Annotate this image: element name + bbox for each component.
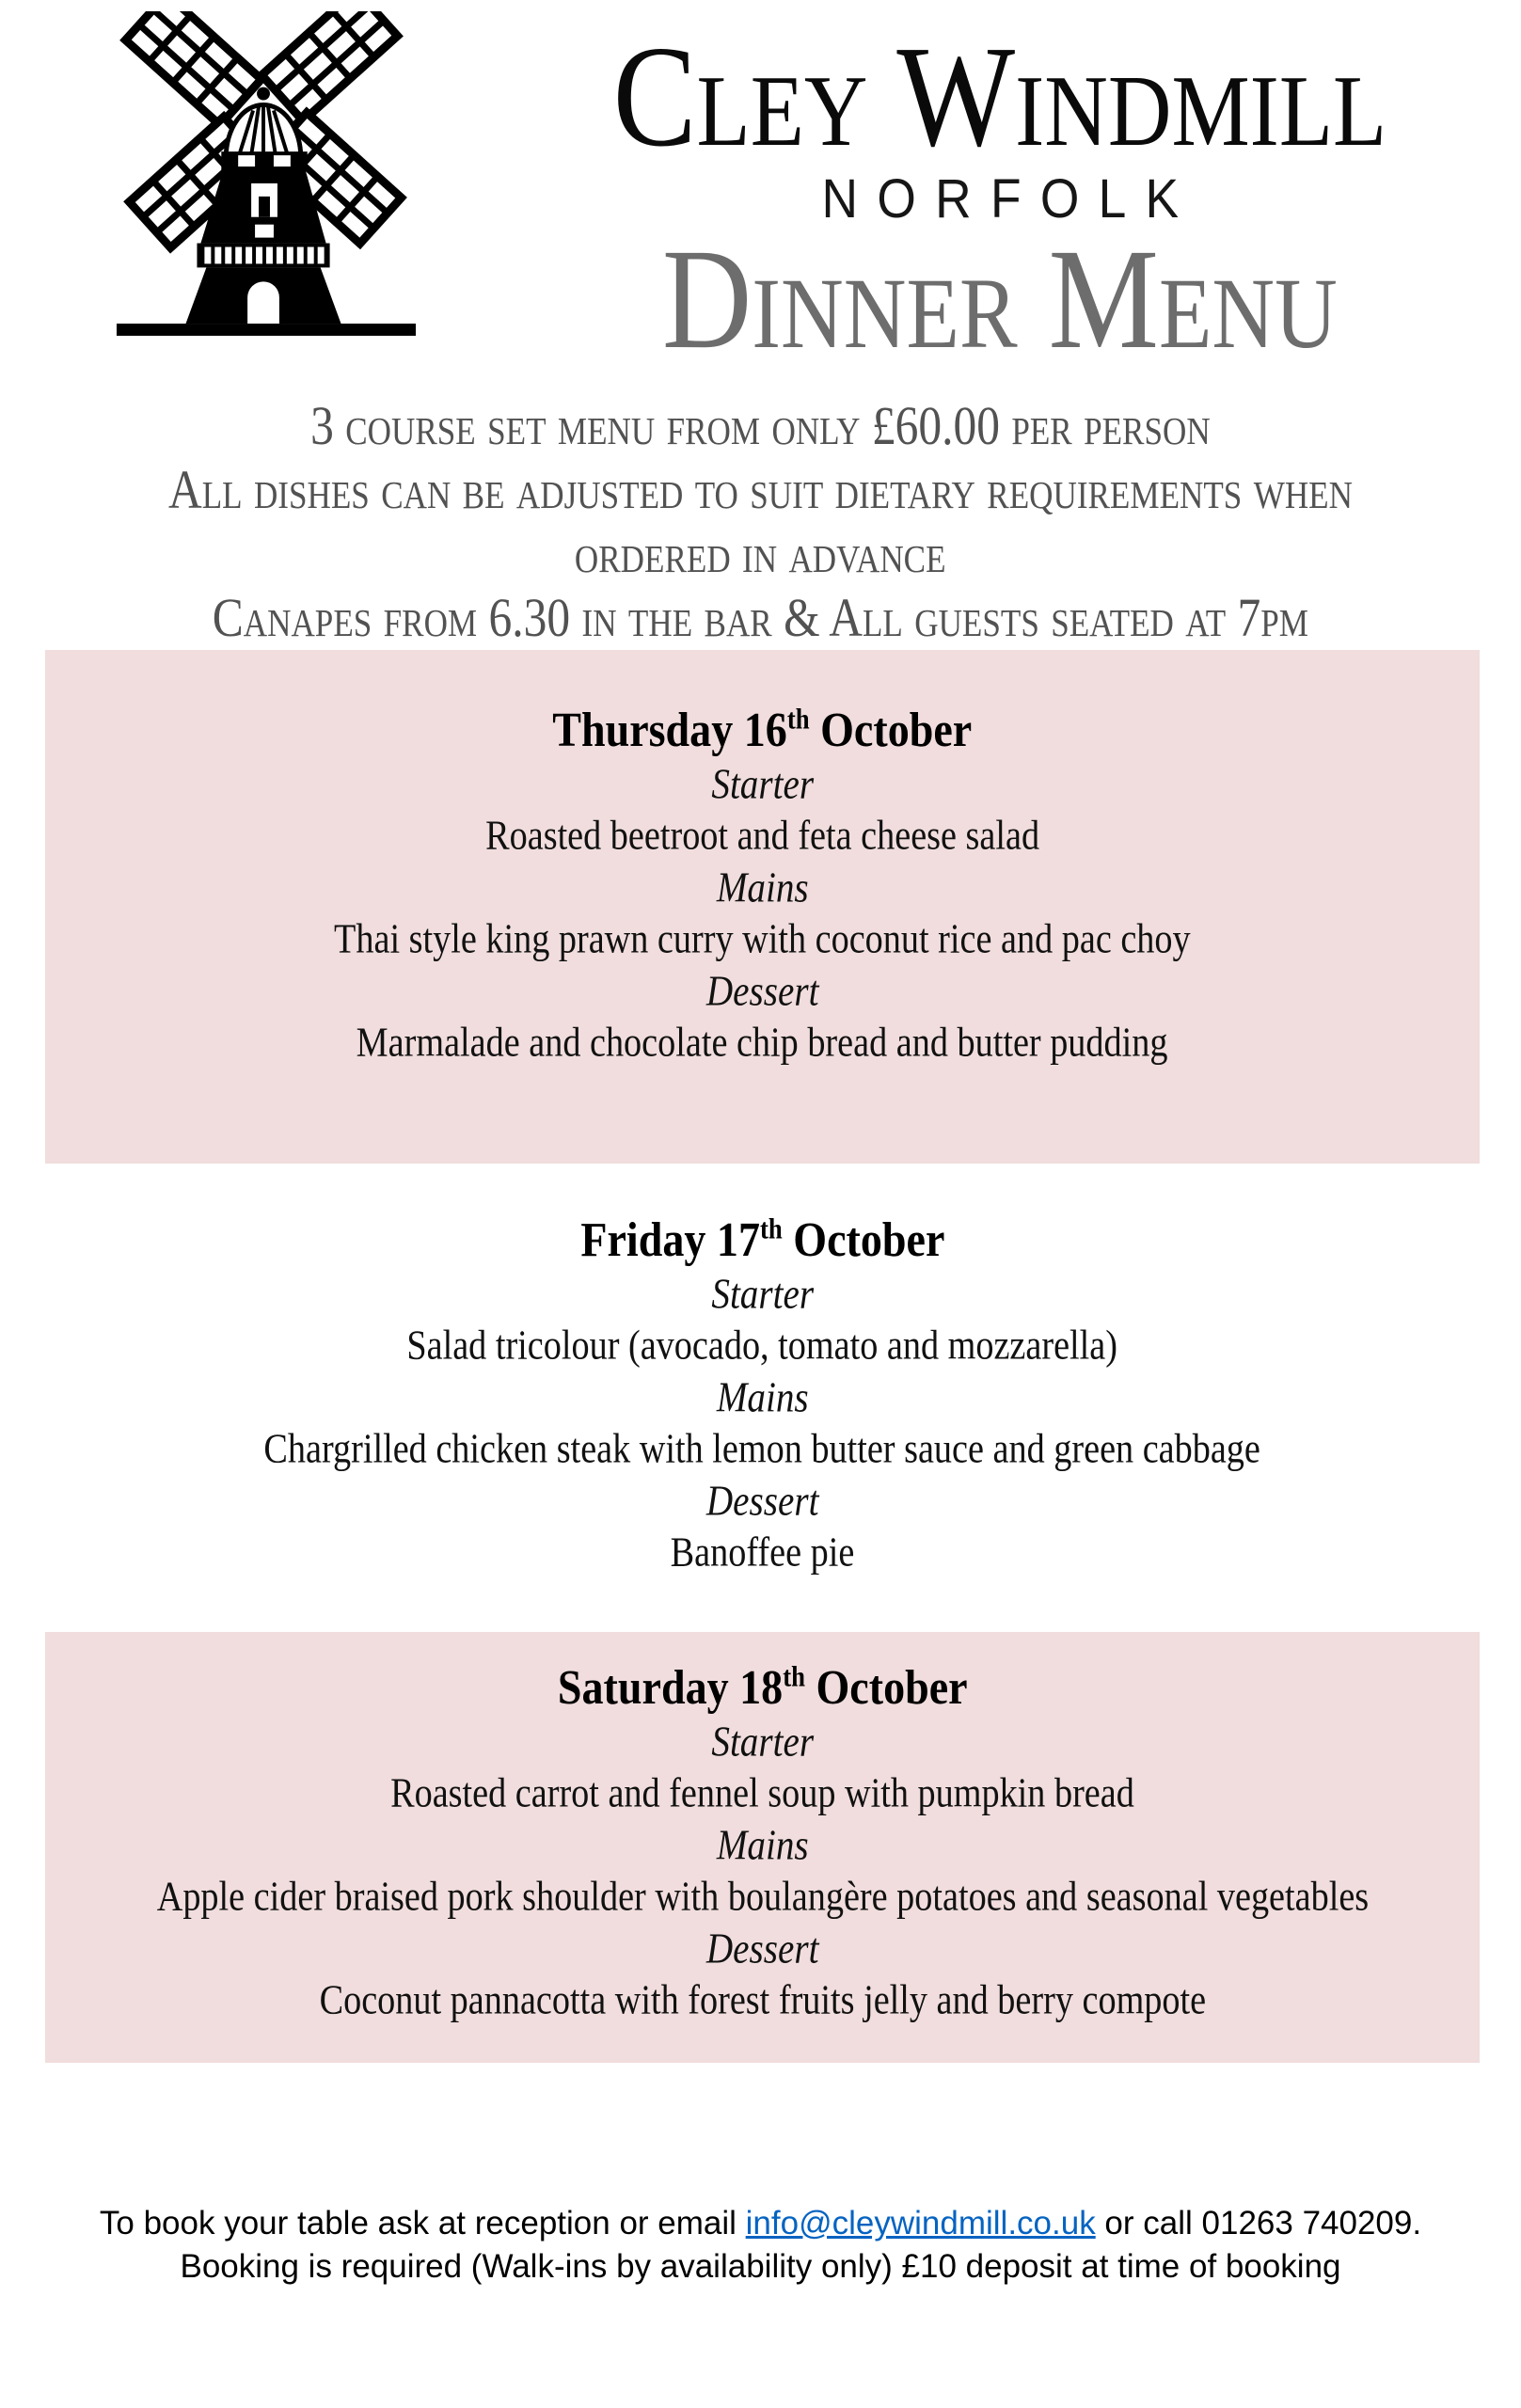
- page-title-text: Dinner Menu: [662, 219, 1338, 379]
- day-date: Saturday 18: [557, 1659, 783, 1715]
- course-item-mains: Chargrilled chicken steak with lemon butter sauce and green cabbage: [263, 1426, 1261, 1473]
- booking-line-2: Booking is required (Walk-ins by availability only) £10 deposit at time of booking: [180, 2248, 1341, 2285]
- day-month: October: [804, 1659, 968, 1715]
- intro-line-dietary-2: ordered in advance: [575, 523, 946, 584]
- course-label-mains: Mains: [716, 1374, 809, 1422]
- intro-line-canapes: Canapes from 6.30 in the bar & All guests seated at 7pm: [212, 587, 1309, 648]
- intro-notes: [0, 394, 1521, 650]
- title-block: [423, 0, 1521, 379]
- windmill-logo: [111, 11, 421, 339]
- day-title: [45, 1658, 1480, 1717]
- course-label-starter: Starter: [711, 1719, 814, 1766]
- day-date: Friday 17: [579, 1212, 760, 1267]
- course-item-mains: Apple cider braised pork shoulder with boulangère potatoes and seasonal vegetables: [156, 1874, 1369, 1921]
- course-item-dessert: Coconut pannacotta with forest fruits jelly and berry compote: [319, 1977, 1206, 2024]
- course-label-dessert: Dessert: [705, 1478, 819, 1526]
- course-label-mains: Mains: [716, 864, 809, 912]
- day-title: [45, 701, 1480, 759]
- course-label-starter: Starter: [711, 761, 814, 809]
- course-item-dessert: Banoffee pie: [670, 1529, 855, 1576]
- intro-line-price: 3 course set menu from only £60.00 per person: [310, 395, 1211, 456]
- course-item-mains: Thai style king prawn curry with coconut rice and pac choy: [334, 916, 1191, 963]
- brand-title: [476, 16, 1521, 178]
- date-ordinal: th: [782, 1662, 805, 1694]
- day-date: Thursday 16: [552, 702, 788, 757]
- page-title: [476, 219, 1521, 379]
- windmill-icon: [111, 11, 421, 339]
- header: [0, 0, 1521, 379]
- course-item-starter: Roasted carrot and fennel soup with pumpkin bread: [390, 1770, 1134, 1817]
- course-label-dessert: Dessert: [705, 1925, 819, 1973]
- day-section-saturday: [45, 1632, 1480, 2063]
- booking-text-suffix: or call 01263 740209.: [1095, 2205, 1422, 2242]
- intro-line-dietary: All dishes can be adjusted to suit dietary requirements when: [167, 459, 1354, 520]
- day-title: [45, 1211, 1480, 1269]
- booking-line-1: [0, 2202, 1521, 2245]
- region-label-text: NORFOLK: [821, 168, 1198, 230]
- course-item-dessert: Marmalade and chocolate chip bread and butter pudding: [356, 1020, 1168, 1067]
- date-ordinal: th: [787, 705, 810, 737]
- day-section-friday: [45, 1164, 1480, 1579]
- date-ordinal: th: [759, 1214, 783, 1246]
- course-item-starter: Salad tricolour (avocado, tomato and mozzarella): [406, 1323, 1118, 1370]
- course-label-dessert: Dessert: [705, 968, 819, 1016]
- booking-footer: [0, 2202, 1521, 2289]
- email-link[interactable]: info@cleywindmill.co.uk: [745, 2205, 1096, 2242]
- day-section-thursday: [45, 650, 1480, 1164]
- course-label-mains: Mains: [716, 1822, 809, 1870]
- day-month: October: [809, 702, 973, 757]
- brand-title-text: Cley Windmill: [612, 16, 1387, 178]
- course-item-starter: Roasted beetroot and feta cheese salad: [485, 813, 1039, 860]
- course-label-starter: Starter: [711, 1271, 814, 1319]
- day-month: October: [782, 1212, 945, 1267]
- booking-text-prefix: To book your table ask at reception or email: [99, 2205, 746, 2242]
